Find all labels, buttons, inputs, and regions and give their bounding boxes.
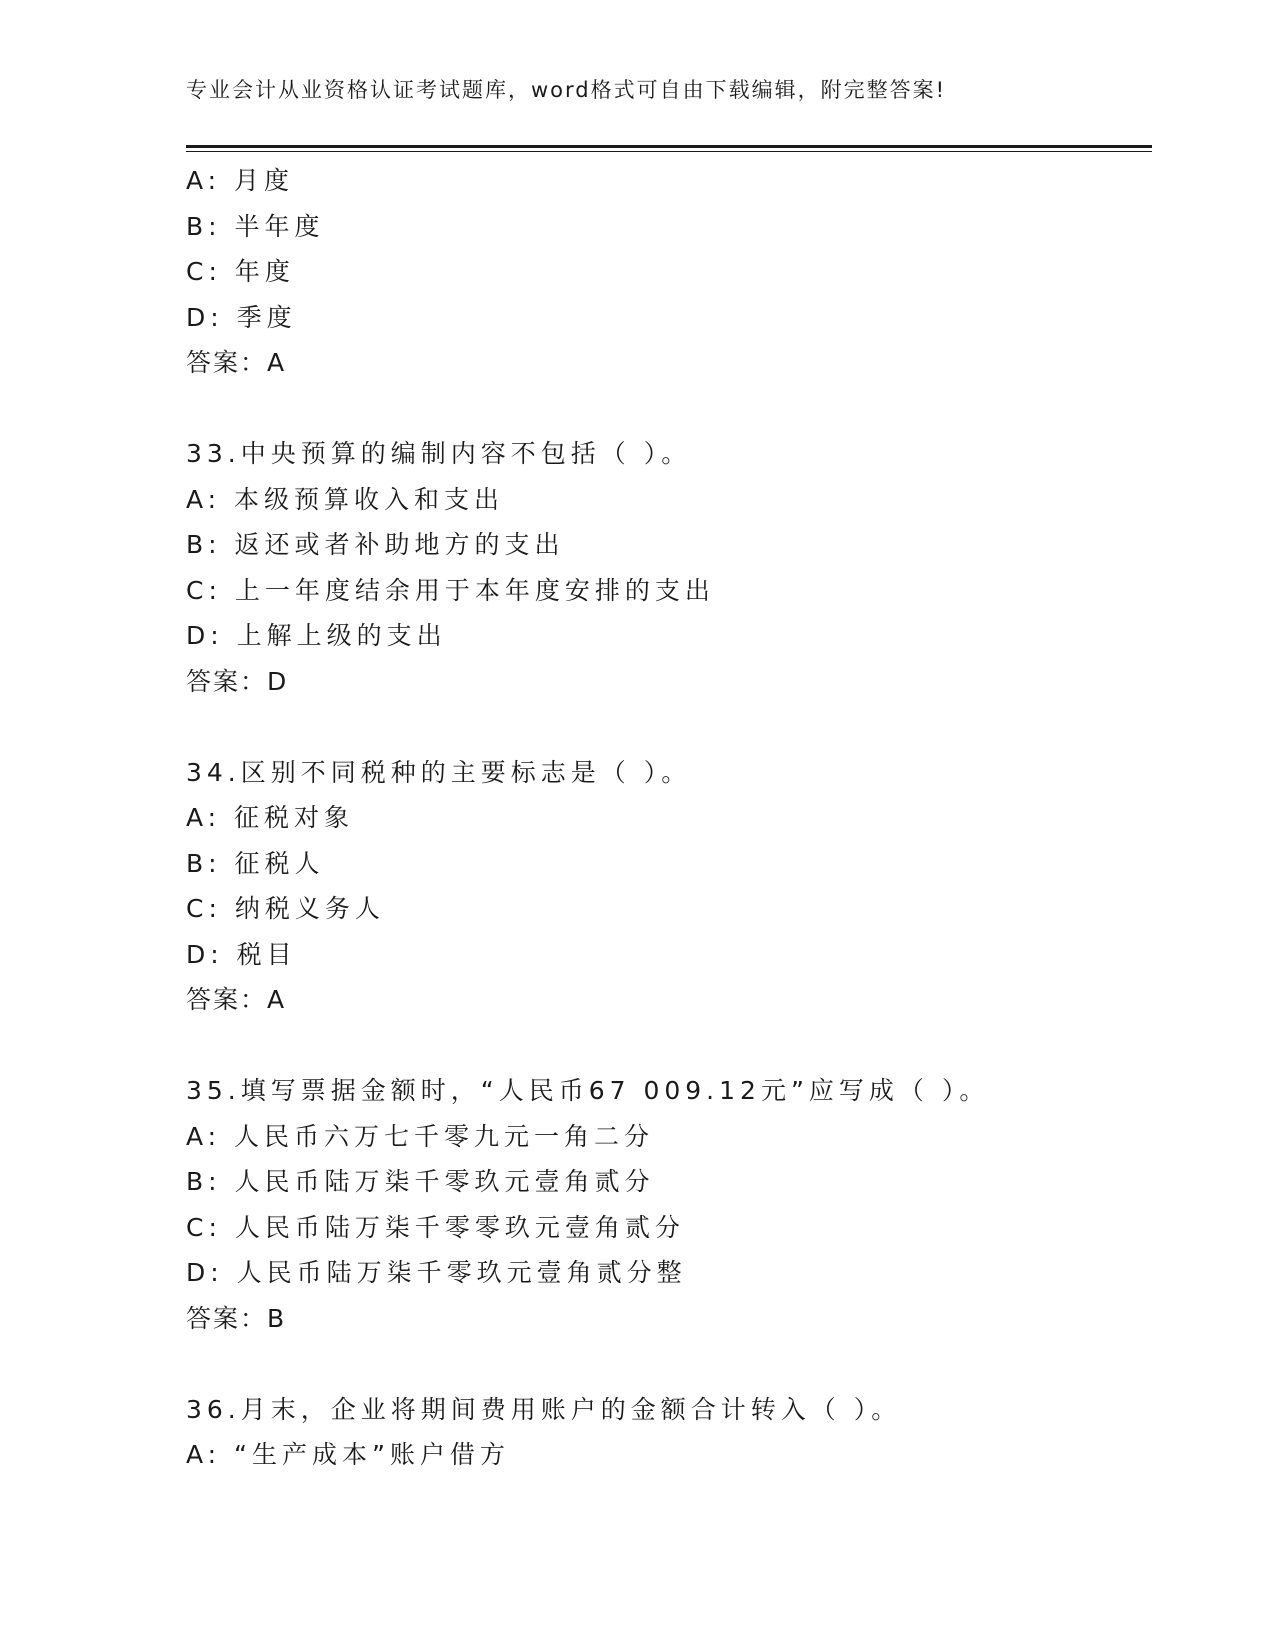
page-header: 专业会计从业资格认证考试题库，word格式可自由下载编辑，附完整答案! bbox=[186, 78, 947, 102]
question-content bbox=[186, 158, 1152, 1478]
answer: 答案：A bbox=[186, 985, 287, 1014]
option-d: D: 人民币陆万柒千零玖元壹角贰分整 bbox=[186, 1258, 687, 1287]
spacer bbox=[186, 1341, 1152, 1387]
option-d: D: 季度 bbox=[186, 302, 297, 332]
spacer bbox=[186, 1023, 1152, 1069]
answer: 答案：D bbox=[186, 666, 289, 696]
option-b: B: 人民币陆万柒千零玖元壹角贰分 bbox=[186, 1167, 655, 1196]
header-rule-thin bbox=[186, 151, 1152, 152]
spacer bbox=[186, 386, 1152, 432]
option-b: B: 返还或者补助地方的支出 bbox=[186, 530, 565, 559]
option-c: C: 纳税义务人 bbox=[186, 894, 385, 923]
question-stem: 34.区别不同税种的主要标志是（ ）。 bbox=[186, 757, 692, 787]
question-stem: 33.中央预算的编制内容不包括（ ）。 bbox=[186, 439, 692, 468]
question-stem: 35.填写票据金额时，“人民币67 009.12元”应写成（ ）。 bbox=[186, 1076, 990, 1105]
option-d: D: 税目 bbox=[186, 939, 297, 969]
question-stem: 36.月末，企业将期间费用账户的金额合计转入（ ）。 bbox=[186, 1394, 902, 1424]
option-c: C: 人民币陆万柒千零零玖元壹角贰分 bbox=[186, 1212, 685, 1242]
option-c: C: 年度 bbox=[186, 257, 295, 286]
answer: 答案：B bbox=[186, 1303, 287, 1333]
option-b: B: 征税人 bbox=[186, 848, 325, 878]
header-rule-thick bbox=[186, 145, 1152, 148]
option-a: A: 月度 bbox=[186, 166, 295, 195]
option-b: B: 半年度 bbox=[186, 211, 325, 241]
option-a: A: 征税对象 bbox=[186, 803, 355, 832]
answer: 答案：A bbox=[186, 348, 287, 377]
option-a: A: 人民币六万七千零九元一角二分 bbox=[186, 1121, 655, 1151]
option-c: C: 上一年度结余用于本年度安排的支出 bbox=[186, 575, 715, 605]
spacer bbox=[186, 704, 1152, 750]
option-a: A: “生产成本”账户借方 bbox=[186, 1440, 510, 1469]
option-d: D: 上解上级的支出 bbox=[186, 621, 447, 650]
option-a: A: 本级预算收入和支出 bbox=[186, 484, 505, 514]
